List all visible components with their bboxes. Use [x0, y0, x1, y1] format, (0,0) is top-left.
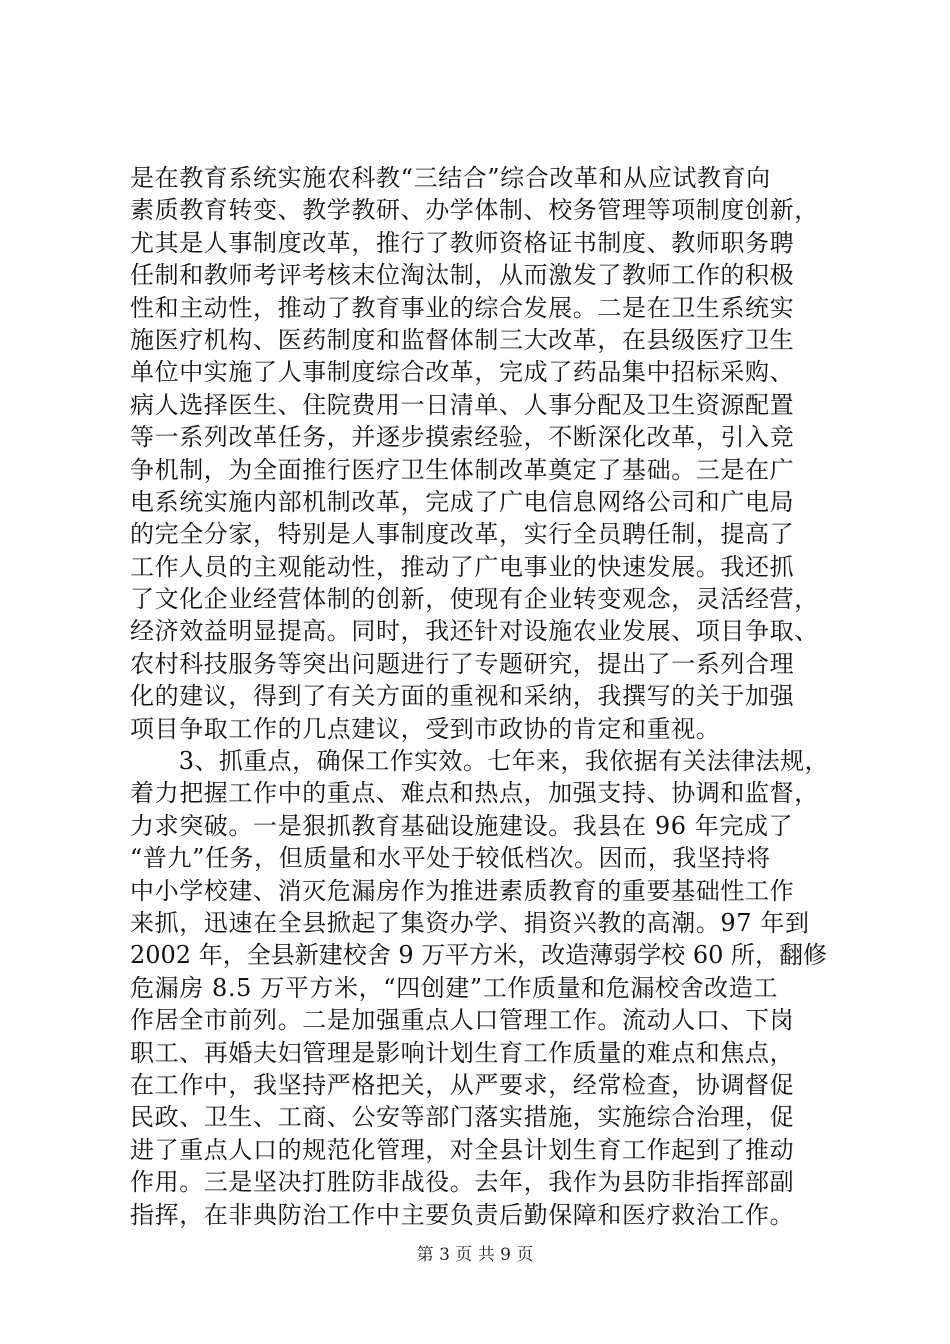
text-line: 的完全分家，特别是人事制度改革，实行全员聘任制，提高了 — [130, 520, 795, 549]
page-footer: 第 3 页 共 9 页 — [416, 1245, 534, 1265]
text-line: 病人选择医生、住院费用一日清单、人事分配及卫生资源配置 — [130, 390, 795, 419]
text-line: 农村科技服务等突出问题进行了专题研究，提出了一系列合理 — [130, 649, 795, 678]
body-text — [130, 162, 830, 1231]
text-line: 素质教育转变、教学教研、办学体制、校务管理等项制度创新， — [130, 196, 819, 225]
text-line: 力求突破。一是狠抓教育基础设施建设。我县在 96 年完成了 — [130, 811, 794, 840]
text-line: 是在教育系统实施农科教“三结合”综合改革和从应试教育向 — [130, 164, 771, 192]
text-line: 等一系列改革任务，并逐步摸索经验，不断深化改革，引入竞 — [130, 423, 795, 452]
text-line: 来抓，迅速在全县掀起了集资办学、捐资兴教的高潮。97 年到 — [130, 908, 810, 937]
text-line: 工作人员的主观能动性，推动了广电事业的快速发展。我还抓 — [130, 552, 795, 581]
text-line: 职工、再婚夫妇管理是影响计划生育工作质量的难点和焦点， — [130, 1038, 795, 1067]
text-line: 了文化企业经营体制的创新，使现有企业转变观念，灵活经营， — [130, 585, 819, 614]
text-line: 中小学校建、消灭危漏房作为推进素质教育的重要基础性工作 — [130, 876, 795, 905]
text-line: 尤其是人事制度改革，推行了教师资格证书制度、教师职务聘 — [130, 228, 795, 257]
text-line: 在工作中，我坚持严格把关，从严要求，经常检查，协调督促 — [130, 1070, 795, 1099]
text-line: 性和主动性，推动了教育事业的综合发展。二是在卫生系统实 — [130, 293, 795, 322]
text-line: 争机制，为全面推行医疗卫生体制改革奠定了基础。三是在广 — [130, 455, 795, 484]
text-line: 作居全市前列。二是加强重点人口管理工作。流动人口、下岗 — [130, 1006, 795, 1035]
text-line: 经济效益明显提高。同时，我还针对设施农业发展、项目争取、 — [130, 617, 819, 646]
text-line: 单位中实施了人事制度综合改革，完成了药品集中招标采购、 — [130, 358, 795, 387]
text-line: 危漏房 8.5 万平方米，“四创建”工作质量和危漏校舍改造工 — [130, 973, 778, 1002]
text-line: 任制和教师考评考核末位淘汰制，从而激发了教师工作的积极 — [130, 261, 795, 290]
text-line: 进了重点人口的规范化管理，对全县计划生育工作起到了推动 — [130, 1135, 795, 1164]
text-line: 2002 年，全县新建校舍 9 万平方米，改造薄弱学校 60 所，翻修 — [130, 941, 828, 970]
text-line: “普九”任务，但质量和水平处于较低档次。因而，我坚持将 — [130, 844, 771, 873]
text-line: 化的建议，得到了有关方面的重视和采纳，我撰写的关于加强 — [130, 682, 795, 711]
text-line: 着力把握工作中的重点、难点和热点，加强支持、协调和监督， — [130, 779, 819, 808]
text-line: 3、抓重点，确保工作实效。七年来，我依据有关法律法规， — [130, 747, 829, 776]
text-line: 项目争取工作的几点建议，受到市政协的肯定和重视。 — [130, 714, 721, 743]
text-line: 民政、卫生、工商、公安等部门落实措施，实施综合治理，促 — [130, 1103, 795, 1132]
text-line: 施医疗机构、医药制度和监督体制三大改革，在县级医疗卫生 — [130, 325, 795, 354]
text-line: 作用。三是坚决打胜防非战役。去年，我作为县防非指挥部副 — [130, 1168, 795, 1197]
text-line: 电系统实施内部机制改革，完成了广电信息网络公司和广电局 — [130, 487, 795, 516]
text-line: 指挥，在非典防治工作中主要负责后勤保障和医疗救治工作。 — [130, 1200, 795, 1229]
